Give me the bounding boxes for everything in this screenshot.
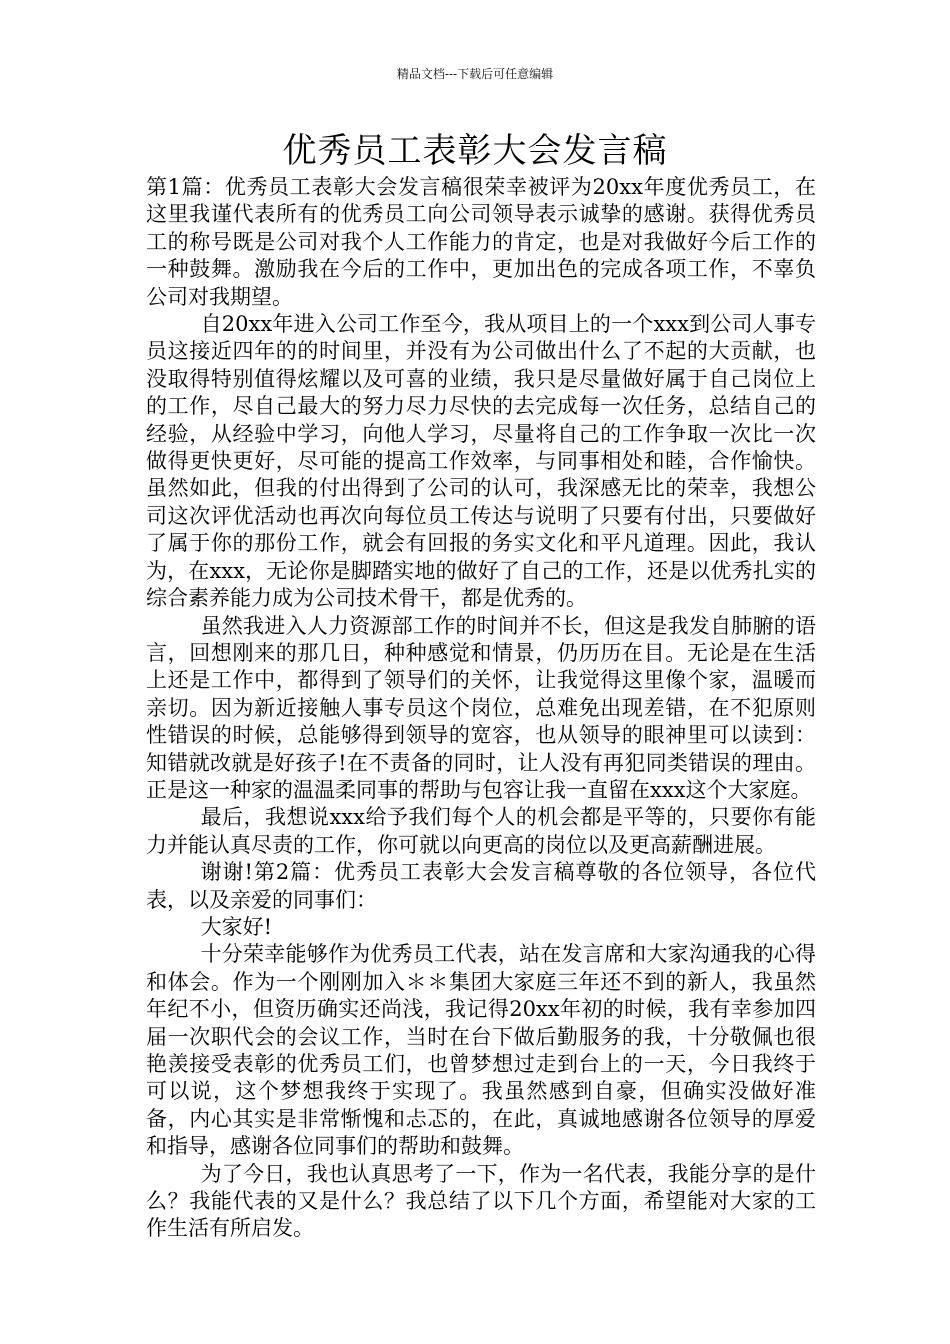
paragraph-hr-experience: 虽然我进入人力资源部工作的时间并不长，但这是我发自肺腑的语言，回想刚来的那几日，种种感觉和情景，仍历历在目。无论是在生活上还是工作中，都得到了领导们的关怀，让我觉得这里像个家，温暖而亲切。因为新近接触人事专员这个岗位，总难免出现差错，在不犯原则性错误的时候，总能够得到领导的宽容，也从领导的眼神里可以读到：知错就改就是好孩子!在不责备的同时，让人没有再犯同类错误的理由。正是这一种家的温温柔同事的帮助与包容让我一直留在xxx这个大家庭。 — [146, 613, 816, 802]
paragraph-honor: 十分荣幸能够作为优秀员工代表，站在发言席和大家沟通我的心得和体会。作为一个刚刚加入＊＊集团大家庭三年还不到的新人，我虽然年纪不小，但资历确实还尚浅，我记得20xx年初的时候，我有幸参加四届一次职代会的会议工作，当时在台下做后勤服务的我，十分敬佩也很艳羡接受表彰的优秀员工们，也曾梦想过走到台上的一天，今日我终于可以说，这个梦想我终于实现了。我虽然感到自豪，但确实没做好准备，内心其实是非常惭愧和忐忑的，在此，真诚地感谢各位领导的厚爱和指导，感谢各位同事们的帮助和鼓舞。 — [146, 942, 816, 1159]
document-title: 优秀员工表彰大会发言稿 — [282, 131, 668, 171]
paragraph-career: 自20xx年进入公司工作至今，我从项目上的一个xxx到公司人事专员这接近四年的的时间里，并没有为公司做出什么了不起的大贡献，也没取得特别值得炫耀以及可喜的业绩，我只是尽量做好属于自己岗位上的工作，尽自己最大的努力尽力尽快的去完成每一次任务，总结自己的经验，从经验中学习，向他人学习，尽量将自己的工作争取一次比一次做得更快更好，尽可能的提高工作效率，与同事相处和睦，合作愉快。虽然如此，但我的付出得到了公司的认可，我深感无比的荣幸，我想公司这次评优活动也再次向每位员工传达与说明了只要有付出，只要做好了属于你的那份工作，就会有回报的务实文化和平凡道理。因此，我认为，在xxx，无论你是脚踏实地的做好了自己的工作，还是以优秀扎实的综合素养能力成为公司技术骨干，都是优秀的。 — [146, 312, 816, 611]
document-body — [146, 174, 816, 1243]
paragraph-reflection: 为了今日，我也认真思考了一下，作为一名代表，我能分享的是什么？我能代表的又是什么？我总结了以下几个方面，希望能对大家的工作生活有所启发。 — [146, 1161, 816, 1241]
paragraph-greeting: 大家好! — [200, 914, 273, 939]
paragraph-intro: 第1篇：优秀员工表彰大会发言稿很荣幸被评为20xx年度优秀员工，在这里我谨代表所有的优秀员工向公司领导表示诚挚的感谢。获得优秀员工的称号既是公司对我个人工作能力的肯定，也是对我做好今后工作的一种鼓舞。激励我在今后的工作中，更加出色的完成各项工作，不辜负公司对我期望。 — [146, 175, 816, 309]
paragraph-thanks-second-speech: 谢谢!第2篇：优秀员工表彰大会发言稿尊敬的各位领导，各位代表，以及亲爱的同事们： — [146, 860, 816, 912]
paragraph-closing: 最后，我想说xxx给予我们每个人的机会都是平等的，只要你有能力并能认真尽责的工作，你可就以向更高的岗位以及更高薪酬进展。 — [146, 805, 816, 857]
page-header-note: 精品文档---下载后可任意编辑 — [396, 67, 554, 81]
